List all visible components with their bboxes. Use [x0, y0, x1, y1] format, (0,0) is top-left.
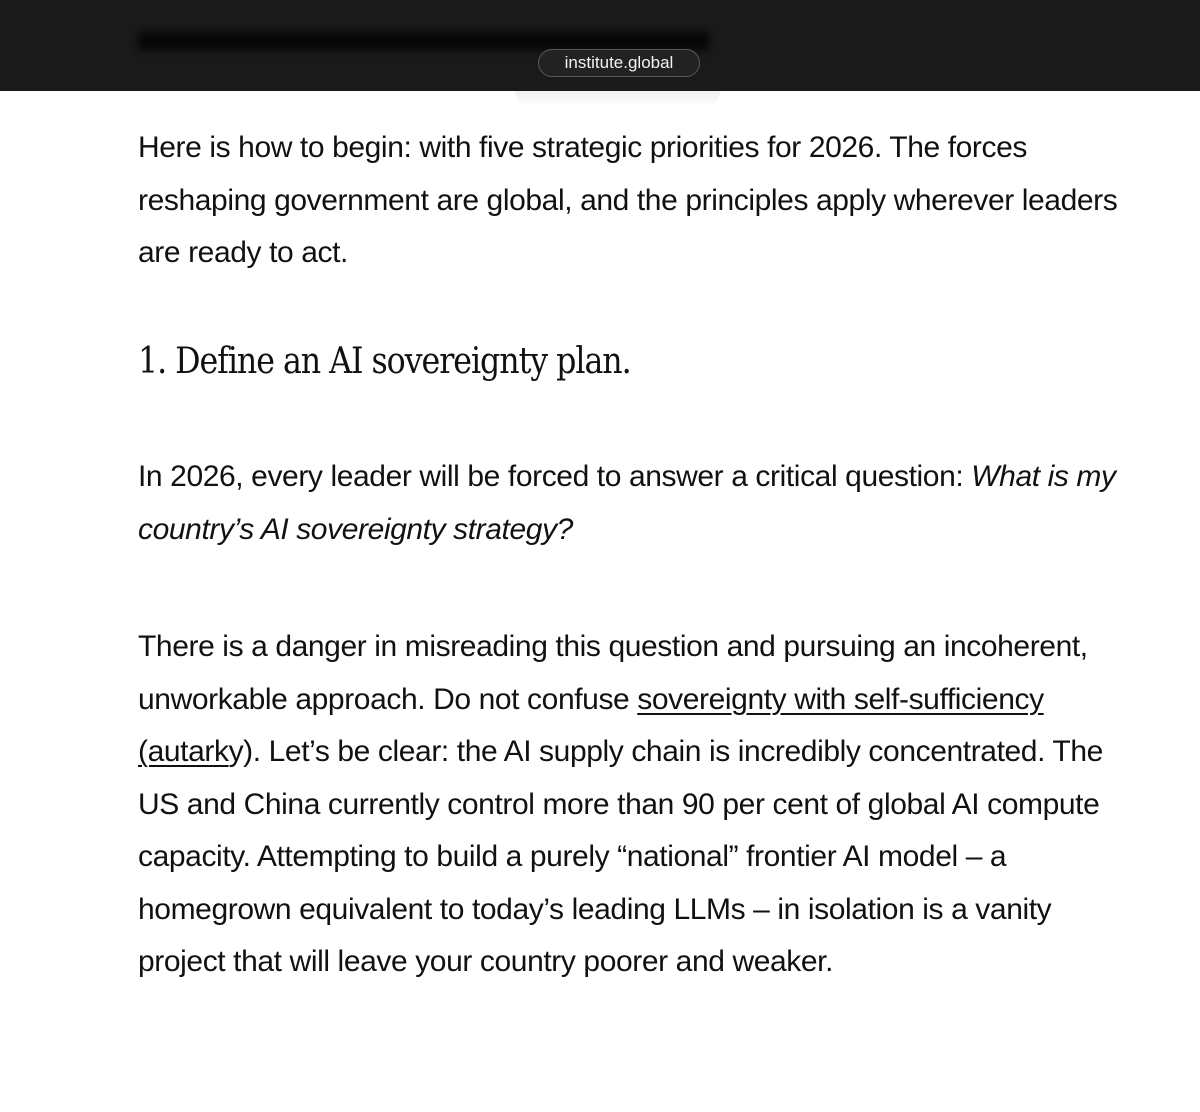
paragraph-trailing-text: y). Let’s be clear: the AI supply chain is incredibly concentrated. The US and China currently control more than 90 per cent of global AI compute capacity. Attempting to build a purely “national” frontier AI model – a homegrown equivalent to today’s leading LLMs – in isolation is a vanity project that will leave your country poorer and weaker. — [138, 735, 1103, 978]
browser-top-bar — [0, 0, 1200, 91]
address-bar-shadow — [515, 91, 720, 107]
sovereignty-paragraph — [138, 621, 1118, 989]
section-heading: 1. Define an AI sovereignty plan. — [138, 341, 631, 382]
sovereignty-self-sufficiency-link[interactable]: sovereignty with self-sufficiency (autark — [138, 682, 1044, 768]
scrolled-text-under-bar: ▄▄▄▄▄▄▄▄▄▄▄▄▄▄▄▄▄▄▄▄▄▄▄▄▄▄ — [138, 13, 710, 48]
question-italic-text: What is my country’s AI sovereignty strategy? — [138, 460, 1116, 546]
paragraph-lead-text: There is a danger in misreading this question and pursuing an incoherent, unworkable approach. Do not confuse — [138, 630, 1088, 716]
question-lead-text: In 2026, every leader will be forced to answer a critical question: — [138, 460, 972, 493]
question-paragraph — [138, 451, 1118, 556]
intro-paragraph: Here is how to begin: with five strategic priorities for 2026. The forces reshaping government are global, and the principles apply wherever leaders are ready to act. — [138, 131, 1118, 269]
address-bar[interactable]: institute.global — [538, 49, 700, 77]
